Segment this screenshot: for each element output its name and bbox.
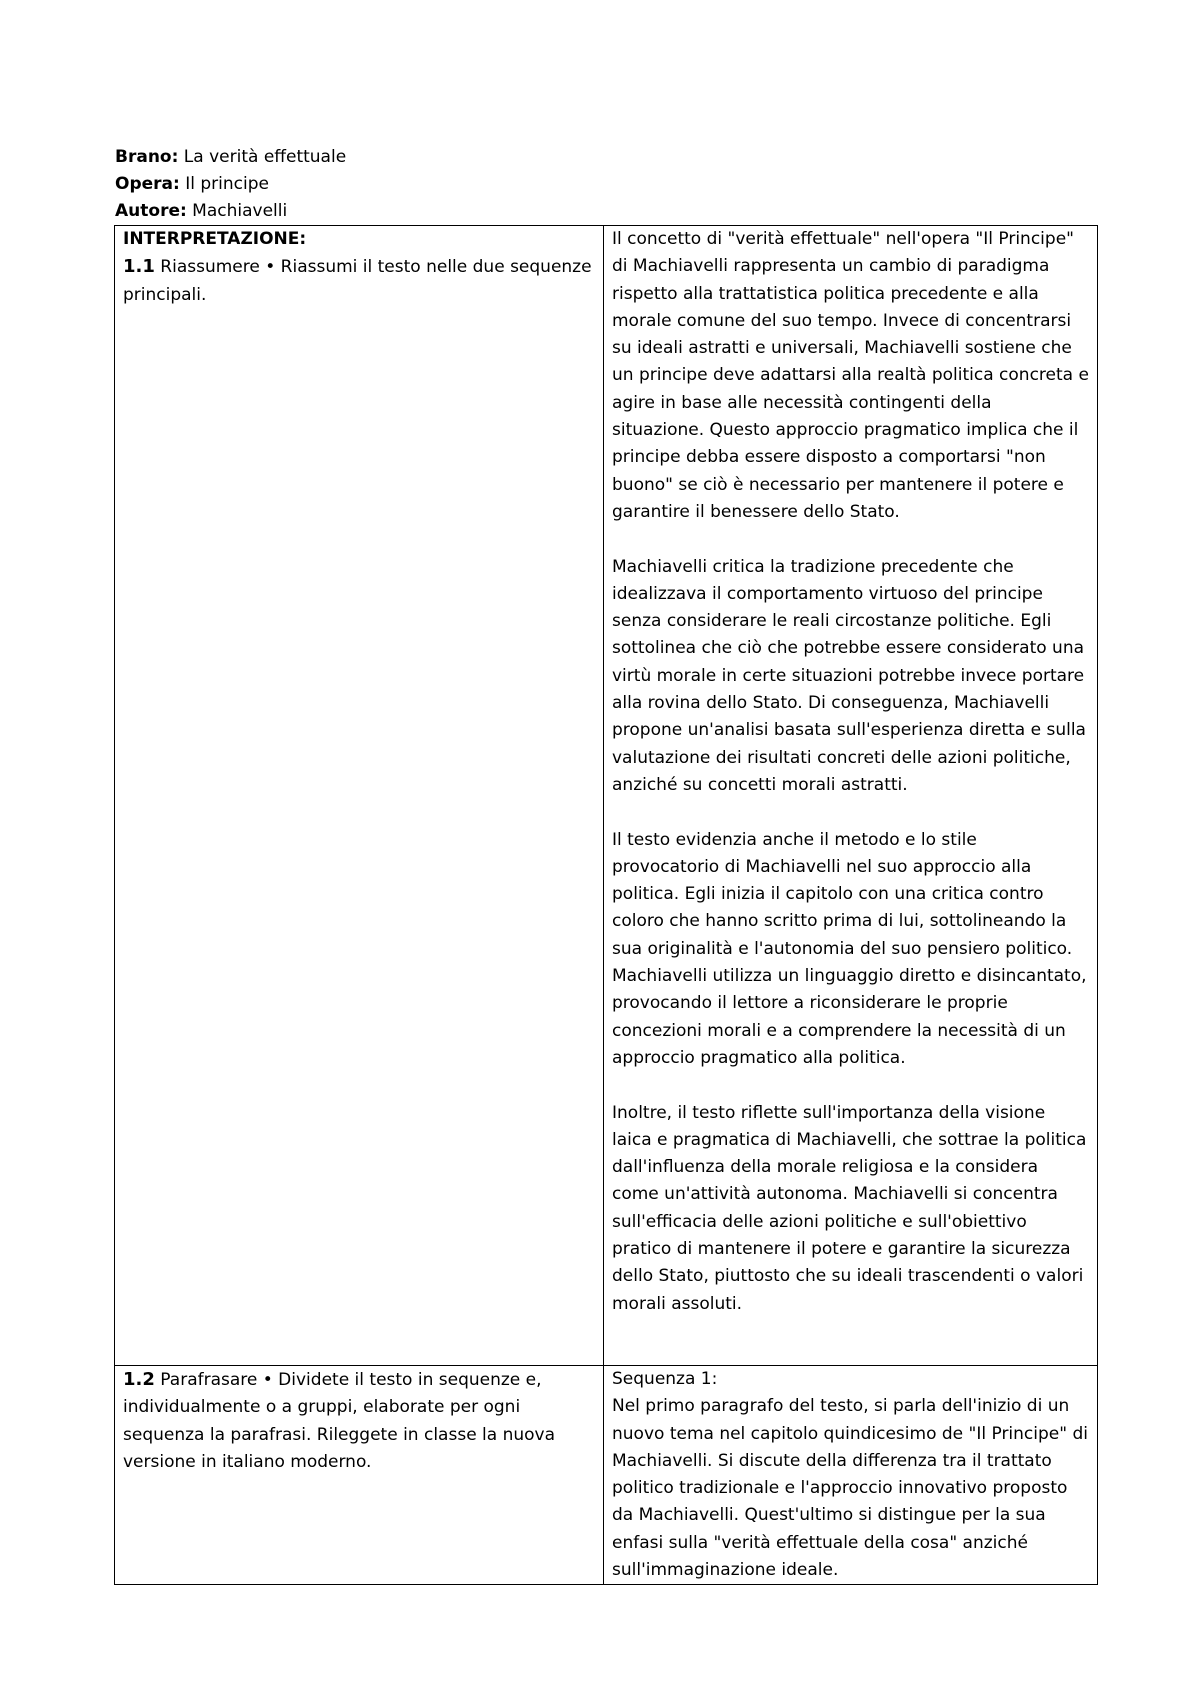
- section-heading: INTERPRETAZIONE:: [123, 229, 307, 249]
- answer-paragraph: Il testo evidenzia anche il metodo e lo stile provocatorio di Machiavelli nel suo approccio alla politica. Egli inizia il capitolo con una critica contro coloro che hanno scritto prima di lui, sottolineando la sua originalità e l'autonomia del suo pensiero politico. Machiavelli utilizza un linguaggio diretto e disincantato, provocando il lettore a riconsiderare le proprie concezioni morali e a comprendere la necessità di un approccio pragmatico alla politica.: [612, 829, 1087, 1068]
- question-number: 1.1: [123, 256, 155, 278]
- table-row: [115, 226, 1098, 1366]
- autore-line: [115, 198, 346, 225]
- answer-cell-1-2: [604, 1366, 1098, 1585]
- question-cell-1-1: [115, 226, 604, 1366]
- table-row: [115, 1366, 1098, 1585]
- answer-paragraph: Il concetto di "verità effettuale" nell'opera "Il Principe" di Machiavelli rappresenta un cambio di paradigma rispetto alla trattatistica politica precedente e alla morale comune del suo tempo. Invece di concentrarsi su ideali astratti e universali, Machiavelli sostiene che un principe deve adattarsi alla realtà politica concreta e agire in base alle necessità contingenti della situazione. Questo approccio pragmatico implica che il principe debba essere disposto a comportarsi "non buono" se ciò è necessario per mantenere il potere e garantire il benessere dello Stato.: [612, 229, 1089, 522]
- brano-label: Brano:: [115, 147, 179, 167]
- sequence-text: Nel primo paragrafo del testo, si parla dell'inizio di un nuovo tema nel capitolo quindicesimo de "Il Principe" di Machiavelli. Si discute della differenza tra il trattato politico tradizionale e l'approccio innovativo proposto da Machiavelli. Quest'ultimo si distingue per la sua enfasi sulla "verità effettuale della cosa" anziché sull'immaginazione ideale.: [612, 1396, 1088, 1581]
- opera-line: [115, 171, 346, 198]
- question-1-1: [123, 253, 595, 309]
- question-1-2: [123, 1366, 595, 1476]
- opera-value: Il principe: [179, 174, 269, 194]
- autore-value: Machiavelli: [186, 201, 288, 221]
- worksheet-table: [114, 225, 1098, 1585]
- answer-paragraph: Inoltre, il testo riflette sull'importanza della visione laica e pragmatica di Machiavelli, che sottrae la politica dall'influenza della morale religiosa e la considera come un'attività autonoma. Machiavelli si concentra sull'efficacia delle azioni politiche e sull'obiettivo pratico di mantenere il potere e garantire la sicurezza dello Stato, piuttosto che su ideali trascendenti o valori morali assoluti.: [612, 1102, 1087, 1314]
- opera-label: Opera:: [115, 174, 180, 194]
- brano-line: [115, 144, 346, 171]
- sequence-label: Sequenza 1:: [612, 1369, 718, 1389]
- question-cell-1-2: [115, 1366, 604, 1585]
- autore-label: Autore:: [115, 201, 187, 221]
- document-header: [115, 144, 346, 225]
- answer-cell-1-1: [604, 226, 1098, 1366]
- question-text: Parafrasare • Dividete il testo in sequenze e, individualmente o a gruppi, elaborate per ogni sequenza la parafrasi. Rileggete in classe la nuova versione in italiano moderno.: [123, 1370, 556, 1472]
- question-text: Riassumere • Riassumi il testo nelle due sequenze principali.: [123, 257, 592, 305]
- question-number: 1.2: [123, 1369, 155, 1390]
- answer-paragraph: Machiavelli critica la tradizione precedente che idealizzava il comportamento virtuoso del principe senza considerare le reali circostanze politiche. Egli sottolinea che ciò che potrebbe essere considerato una virtù morale in certe situazioni potrebbe invece portare alla rovina dello Stato. Di conseguenza, Machiavelli propone un'analisi basata sull'esperienza diretta e sulla valutazione dei risultati concreti delle azioni politiche, anziché su concetti morali astratti.: [612, 556, 1086, 795]
- brano-value: La verità effettuale: [178, 147, 347, 167]
